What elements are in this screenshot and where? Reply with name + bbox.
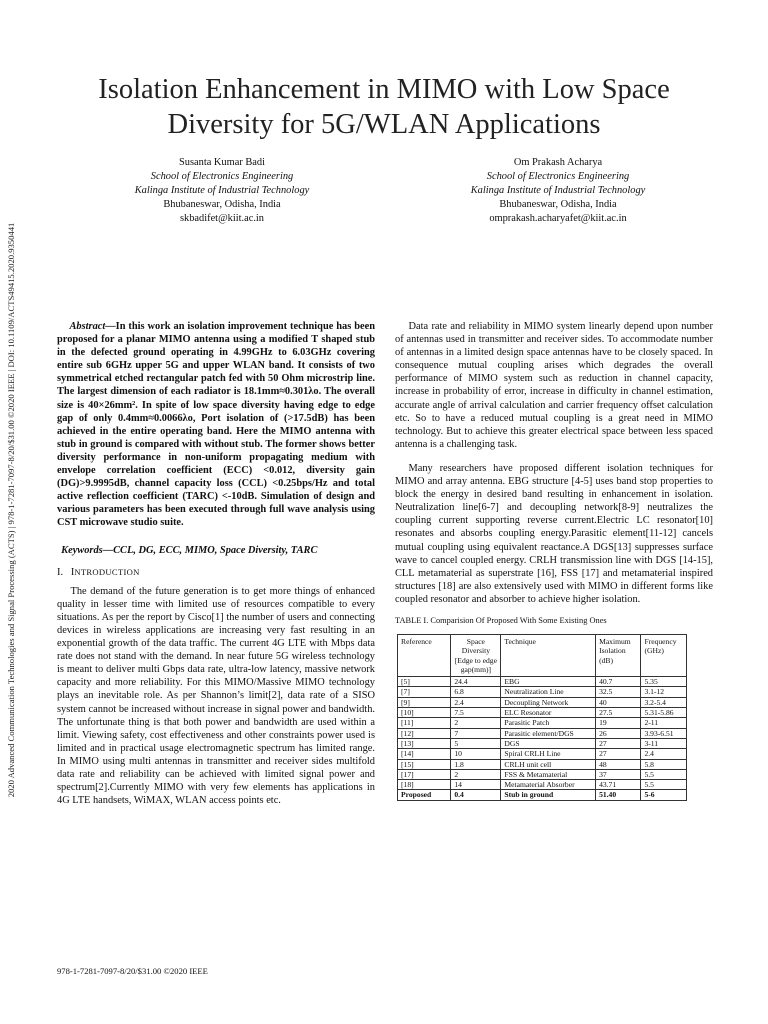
cell-space-diversity: 10 [451, 749, 501, 759]
cell-frequency: 5-6 [641, 790, 687, 800]
cell-technique: ELC Resonator [501, 708, 596, 718]
cell-space-diversity: 0.4 [451, 790, 501, 800]
cell-frequency: 3.2-5.4 [641, 697, 687, 707]
cell-technique: Parasitic Patch [501, 718, 596, 728]
header-space-diversity: Space Diversity [Edge to edge gap(mm)] [451, 634, 501, 676]
cell-reference: Proposed [398, 790, 451, 800]
table-row [398, 738, 687, 748]
author-name: Om Prakash Acharya [513, 157, 603, 168]
cell-technique: Metamaterial Absorber [501, 780, 596, 790]
cell-reference: [7] [398, 687, 451, 697]
section-heading-introduction [57, 566, 375, 579]
cell-technique: FSS & Metamaterial [501, 769, 596, 779]
cell-technique: Decoupling Network [501, 697, 596, 707]
cell-frequency: 5.8 [641, 759, 687, 769]
cell-isolation: 26 [596, 728, 641, 738]
table-row [398, 718, 687, 728]
cell-reference: [14] [398, 749, 451, 759]
cell-reference: [17] [398, 769, 451, 779]
cell-technique: Spiral CRLH Line [501, 749, 596, 759]
cell-isolation: 40 [596, 697, 641, 707]
header-frequency: Frequency (GHz) [641, 634, 687, 676]
body-paragraph-2: Many researchers have proposed different isolation techniques for MIMO and array antenna. EBG structure [4-5] uses band stop properties to block the energy in desired band resulting in enhancement in isolation. Neutralization line[6-7] and decoupling network[8-9] neutralizes the coupling current supporting reverse current.Electric LC resonator[10] resonates and absorbs coupling energy.Parasitic element[11-12] cancels mutual coupling using equivalent reactance.A DGS[13] suppresses surface wave to cancel coupled energy. CRLH transmission line with DGS [14-15], CLL metamaterial as superstrate [16], FSS [17] and metamaterial inspired structures [18] are also extensively used with MIMO in different forms like coupled resonator and absorber to achieve higher isolation. [395, 462, 713, 605]
table-row [398, 687, 687, 697]
cell-space-diversity: 5 [451, 738, 501, 748]
paper-title [40, 72, 728, 142]
table-row [398, 697, 687, 707]
cell-frequency: 5.5 [641, 780, 687, 790]
author-department: School of Electronics Engineering [150, 171, 294, 182]
section-title-initial: I [70, 566, 75, 578]
page-footer: 978-1-7281-7097-8/20/$31.00 ©2020 IEEE [57, 966, 208, 976]
table-row [398, 780, 687, 790]
cell-reference: [11] [398, 718, 451, 728]
table-row [398, 749, 687, 759]
section-title-rest: NTRODUCTION [74, 566, 140, 577]
abstract-label: Abstract [69, 321, 106, 332]
cell-technique: DGS [501, 738, 596, 748]
cell-space-diversity: 7 [451, 728, 501, 738]
intro-paragraph: The demand of the future generation is to get more things of enhanced quality in lesser time with limited use of resources compatible to every situations. As per the report by Cisco[1] the number of users and connecting devices in wireless applications are increasing very fast resulting in an exponential growth of the data traffic. The current 4G LTE with Mbps data rate does not stand with the demand. In near future 5G wireless technology is meant to deliver multi Gbps data rate, ultra-low latency, massive network capacity and more reliability. For this MIMO/Massive MIMO technology plays an inevitable role. As per Shannon’s limit[2], data rate of a SISO system cannot be increased without increase in signal power and bandwidth. The unfortunate thing is that both power and bandwidth are used within a limit. Viewing safety, cost effectiveness and other constraints power used is limited and in practical usage electromagnetic spectrum has limited range. In MIMO using multi antennas in transmitter and receiver sides multifold data rate and reliability can be achieved with limited signal power and spectrum[2].Currently MIMO with very few elements has applications in 4G LTE handsets, WiMAX, WLAN access points etc. [57, 585, 375, 807]
cell-space-diversity: 1.8 [451, 759, 501, 769]
cell-isolation: 43.71 [596, 780, 641, 790]
table-header-row [398, 634, 687, 676]
title-line-2: Diversity for 5G/WLAN Applications [167, 109, 601, 140]
cell-reference: [15] [398, 759, 451, 769]
author-email: skbadifet@kiit.ac.in [179, 213, 264, 224]
header-isolation: Maximum Isolation (dB) [596, 634, 641, 676]
cell-space-diversity: 2 [451, 769, 501, 779]
left-column [57, 320, 375, 807]
author-department: School of Electronics Engineering [486, 171, 630, 182]
author-block-2 [408, 156, 708, 226]
table-row [398, 759, 687, 769]
table-body [398, 677, 687, 801]
cell-frequency: 5.31-5.86 [641, 708, 687, 718]
cell-technique: Stub in ground [501, 790, 596, 800]
author-name: Susanta Kumar Badi [179, 157, 265, 168]
cell-reference: [10] [398, 708, 451, 718]
cell-space-diversity: 2 [451, 718, 501, 728]
cell-frequency: 3-11 [641, 738, 687, 748]
cell-isolation: 19 [596, 718, 641, 728]
cell-space-diversity: 7.5 [451, 708, 501, 718]
keywords: Keywords—CCL, DG, ECC, MIMO, Space Diversity, TARC [61, 544, 318, 556]
title-line-1: Isolation Enhancement in MIMO with Low Space [98, 74, 670, 105]
table-row [398, 677, 687, 687]
comparison-table [397, 634, 687, 801]
cell-isolation: 40.7 [596, 677, 641, 687]
author-email: omprakash.acharyafet@kiit.ac.in [489, 213, 627, 224]
cell-space-diversity: 14 [451, 780, 501, 790]
table-caption: TABLE I. Comparision Of Proposed With Some Existing Ones [395, 615, 607, 625]
right-column [395, 320, 713, 801]
doi-sidebar-text: 2020 Advanced Communication Technologies and Signal Processing (ACTS) | 978-1-7281-7097-8/20/$31.00 ©2020 IEEE | DOI: 10.1109/ACTS49415.2020.9350441 [6, 222, 16, 798]
cell-space-diversity: 6.8 [451, 687, 501, 697]
table-row-proposed [398, 790, 687, 800]
cell-isolation: 51.40 [596, 790, 641, 800]
cell-frequency: 5.35 [641, 677, 687, 687]
cell-frequency: 3.1-12 [641, 687, 687, 697]
cell-frequency: 5.5 [641, 769, 687, 779]
doi-sidebar [3, 165, 19, 855]
author-location: Bhubaneswar, Odisha, India [499, 199, 617, 210]
header-technique: Technique [501, 634, 596, 676]
author-block-1 [72, 156, 372, 226]
cell-technique: CRLH unit cell [501, 759, 596, 769]
cell-frequency: 2-11 [641, 718, 687, 728]
cell-technique: Neutralization Line [501, 687, 596, 697]
cell-frequency: 3.93-6.51 [641, 728, 687, 738]
cell-isolation: 27.5 [596, 708, 641, 718]
body-paragraph-1: Data rate and reliability in MIMO system linearly depend upon number of antennas used in transmitter and receiver sides. To accommodate number of antennas in a limited design space antennas have to be closely spaced. In consequence mutual coupling arises which degrades the overall performance of MIMO system such as reduction in channel capacity, increase in probability of error, increase in difficulty in channel estimation, accurate angle of arrival calculation and carrier frequency offset calculation etc. So to have a reduced mutual coupling is a great need in MIMO technology. But to achieve this greater electrical space between less spaced antenna is a challenging task. [395, 321, 713, 450]
cell-space-diversity: 2.4 [451, 697, 501, 707]
table-row [398, 769, 687, 779]
cell-technique: EBG [501, 677, 596, 687]
header-reference: Reference [398, 634, 451, 676]
cell-reference: [9] [398, 697, 451, 707]
table-row [398, 708, 687, 718]
cell-technique: Parasitic element/DGS [501, 728, 596, 738]
cell-isolation: 27 [596, 749, 641, 759]
abstract [57, 320, 375, 530]
cell-reference: [13] [398, 738, 451, 748]
cell-isolation: 37 [596, 769, 641, 779]
author-institute: Kalinga Institute of Industrial Technology [470, 185, 646, 196]
section-number: I. [57, 566, 64, 578]
table-row [398, 728, 687, 738]
abstract-text: —In this work an isolation improvement technique has been proposed for a planar MIMO antenna using a modified T shaped stub in the defected ground operating in 4.99GHz to 6.03GHz covering entire sub 6GHz upper 5G and upper WLAN band. It consists of two symmetrical etched rectangular patch fed with 50 Ohm microstrip line. The largest dimension of each radiator is 18.1mm≈0.301λo. The overall size is 40×26mm². In spite of low space diversity having edge to edge gap of only 0.4mm≈0.0066λo, Port isolation of (>17.5dB) has been achieved in the entire operating band. Here the MIMO antenna with stub in ground is compared with without stub. The former shows better diversity performance in non-uniform propagating medium with envelope correlation coefficient (ECC) <0.012, diversity gain (DG)>9.9995dB, channel capacity loss (CCL) <0.25bps/Hz and total active reflection coefficient (TARC) <-10dB. Simulation of design and various parameters has been executed through full wave analysis using CST microwave studio suite. [57, 321, 375, 529]
cell-reference: [5] [398, 677, 451, 687]
cell-reference: [18] [398, 780, 451, 790]
cell-isolation: 27 [596, 738, 641, 748]
cell-reference: [12] [398, 728, 451, 738]
cell-frequency: 2.4 [641, 749, 687, 759]
author-location: Bhubaneswar, Odisha, India [163, 199, 281, 210]
cell-space-diversity: 24.4 [451, 677, 501, 687]
cell-isolation: 48 [596, 759, 641, 769]
author-institute: Kalinga Institute of Industrial Technology [134, 185, 310, 196]
cell-isolation: 32.5 [596, 687, 641, 697]
